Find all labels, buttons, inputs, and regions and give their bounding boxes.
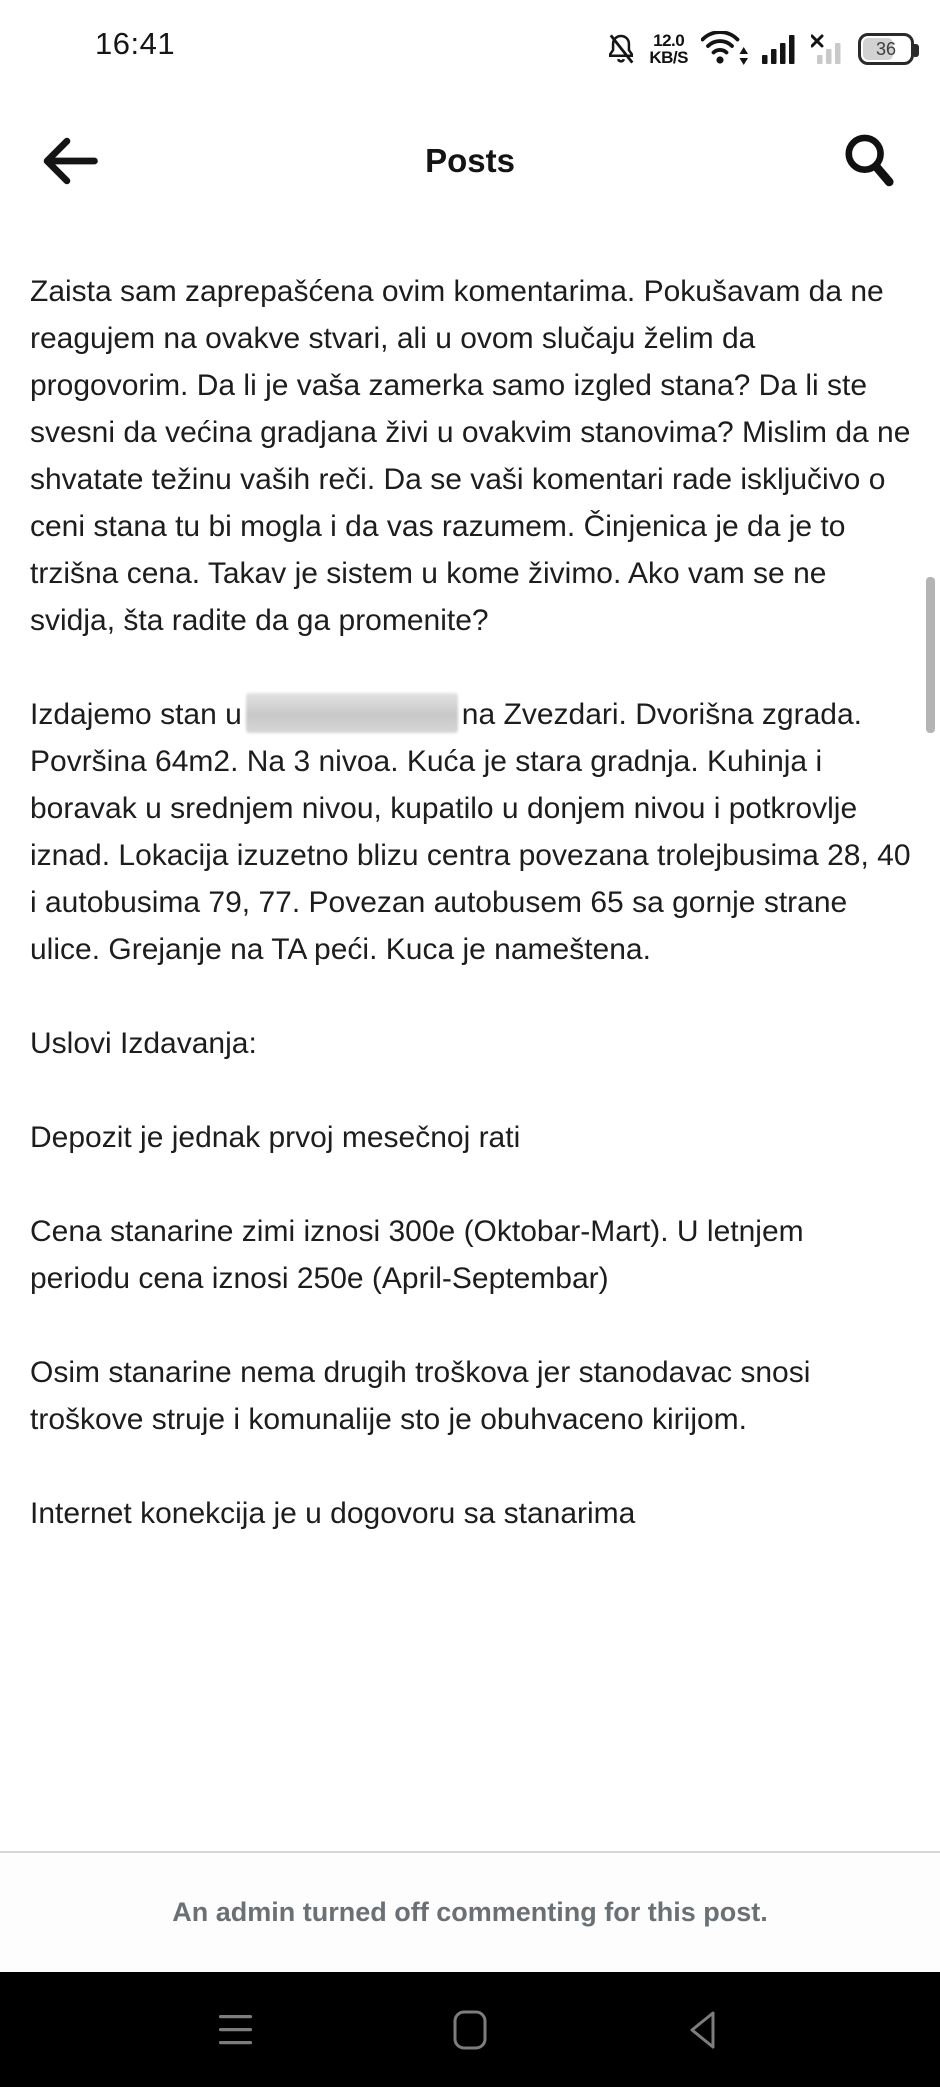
post-paragraph: Osim stanarine nema drugih troškova jer stanodavac snosi troškove struje i komunalije sto je obuhvaceno kirijom. (30, 1356, 811, 1436)
network-speed (649, 32, 688, 66)
status-icons (606, 26, 920, 72)
post-paragraph: Depozit je jednak prvoj mesečnoj rati (30, 1121, 521, 1154)
post-text-after-redaction: na Zvezdari. Dvorišna zgrada. Površina 64m2. Na 3 nivoa. Kuća je stara gradnja. Kuhinja i boravak u srednjem nivou, kupatilo u donjem nivou i potkrovlje iznad. Lokacija izuzetno blizu centra povezana trolejbusima 28, 40 i autobusima 79, 77. Povezan autobusem 65 sa gornje strane ulice. Grejanje na TA peći. Kuca je nameštena. (30, 698, 911, 966)
redacted-address (246, 693, 458, 733)
battery-nub (914, 44, 919, 57)
post-paragraph: Uslovi Izdavanja: (30, 1027, 257, 1060)
post-paragraph: Cena stanarine zimi iznosi 300e (Oktobar-Mart). U letnjem periodu cena iznosi 250e (April-Septembar) (30, 1215, 804, 1295)
nav-menu-button[interactable] (214, 2008, 258, 2052)
battery-icon (858, 33, 914, 65)
menu-icon (219, 2013, 253, 2047)
bell-muted-icon (606, 32, 636, 66)
search-icon (843, 133, 895, 189)
nav-home-button[interactable] (448, 2008, 492, 2052)
status-bar (0, 0, 940, 82)
battery-percent: 36 (875, 38, 897, 59)
network-speed-unit: KB/S (649, 48, 688, 67)
network-speed-value: 12.0 (653, 31, 685, 50)
wifi-icon (701, 31, 749, 67)
scrollbar-thumb[interactable] (926, 577, 935, 733)
post-body (0, 240, 940, 1851)
nav-back-button[interactable] (682, 2008, 726, 2052)
signal-icon (762, 33, 798, 65)
page-title: Posts (425, 142, 515, 179)
post-paragraph: Internet konekcija je u dogovoru sa stanarima (30, 1497, 636, 1530)
search-button[interactable] (834, 129, 904, 193)
post-paragraph: Zaista sam zaprepašćena ovim komentarima. Pokušavam da ne reagujem na ovakve stvari, ali u ovom slučaju želim da progovorim. Da li je vaša zamerka samo izgled stana? Da li ste svesni da većina gradjana živi u ovakvim stanovima? Mislim da ne shvatate težinu vaših reči. Da se vaši komentari rade isključivo o ceni stana tu bi mogla i da vas razumem. Činjenica je da je to trzišna cena. Takav je sistem u kome živimo. Ako vam se ne svidja, šta radite da ga promenite? (30, 275, 911, 637)
clock: 16:41 (95, 26, 176, 61)
app-header (0, 82, 940, 240)
signal-x-icon (811, 33, 845, 65)
comments-disabled-bar (0, 1851, 940, 1972)
home-icon (453, 2010, 487, 2050)
back-triangle-icon (686, 2010, 722, 2050)
post-text-before-redaction: Izdajemo stan u (30, 698, 242, 731)
system-nav-bar (0, 1972, 940, 2087)
post-paragraph (30, 691, 912, 973)
comments-disabled-notice: An admin turned off commenting for this post. (172, 1897, 768, 1927)
